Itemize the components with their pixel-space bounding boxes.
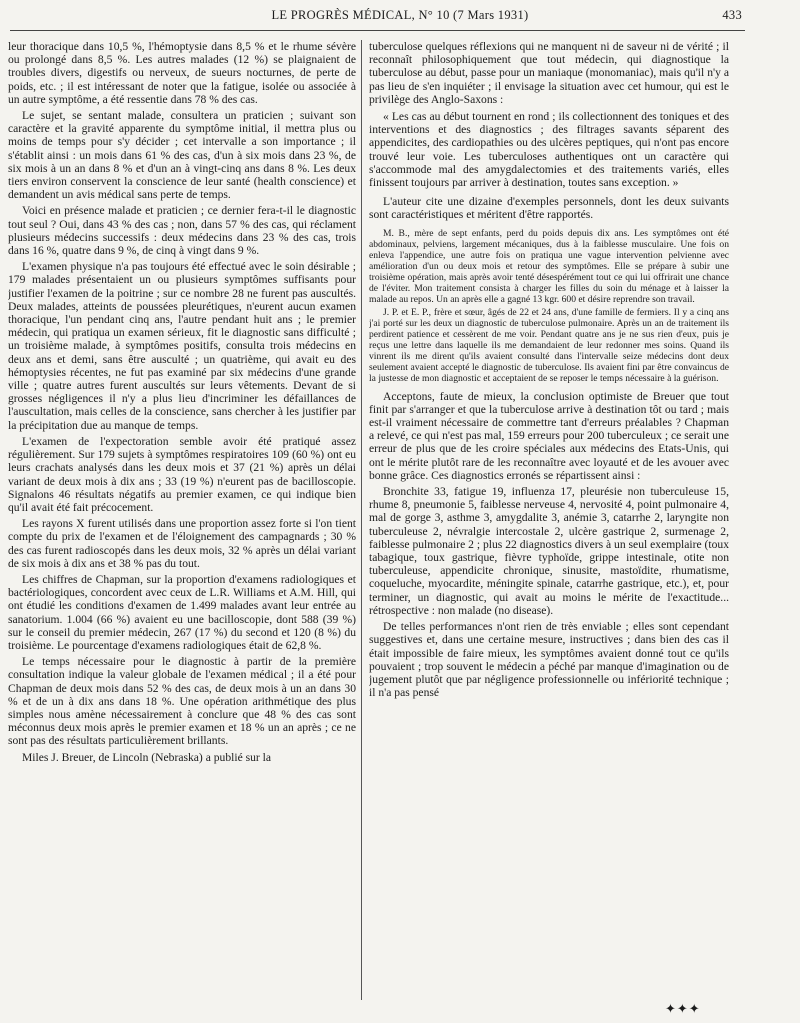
paragraph: Acceptons, faute de mieux, la conclusion optimiste de Breuer que tout finit par s'arranger et que la tuberculose arrive à destination tôt ou tard ; mais est-il vraiment nécessaire de commettre tant d'erreurs préalables ? Chapman a relevé, ce qui n'est pas mal, 159 erreurs pour 200 tuberculeux ; ce serait une erreur de plus que de les croire spéciales aux médecins des Etats-Unis, qui ont le mérite plutôt rare de les reconnaître avec loyauté et de les avouer avec bonne grâce. Ces diagnostics erronés se répartissent ainsi : bbox=[369, 389, 729, 482]
right-column bbox=[369, 40, 729, 995]
paragraph: L'examen de l'expectoration semble avoir été pratiqué assez régulièrement. Sur 179 sujets à symptômes respiratoires 109 (60 %) ont eu leurs crachats analysés dans les deux mois et 37 (21 %) après un délai variant de deux mois à dix ans ; 33 (19 %) n'eurent pas de bacilloscopie. Signalons 46 résultats négatifs au premier examen, ce qui indique bien qu'il avait été fait précocement. bbox=[8, 434, 356, 514]
header-rule bbox=[10, 30, 745, 31]
paragraph: L'auteur cite une dizaine d'exemples personnels, dont les deux suivants sont caractéristiques et méritent d'être rapportés. bbox=[369, 195, 729, 222]
left-column bbox=[8, 40, 356, 995]
paragraph: tuberculose quelques réflexions qui ne manquent ni de saveur ni de vérité ; il reconnaît philosophiquement que tout médecin, qui diagnostique la tuberculose au début, passe pour un maniaque (monomaniac), mais qu'il n'y a pas lieu de s'en inquiéter ; il envisage la situation avec cet humour, qui est le privilège des Anglo-Saxons : bbox=[369, 40, 729, 106]
paragraph: L'examen physique n'a pas toujours été effectué avec le soin désirable ; 179 malades présentaient un ou plusieurs symptômes suffisants pour justifier l'examen de la poitrine ; sur ce nombre 28 ne furent pas auscultés. Deux malades, atteints de poussées pleurétiques, n'eurent aucun examen thoracique, l'un pendant cinq ans, l'autre pendant huit ans ; le premier médecin, qui pratiqua un examen sérieux, fit le diagnostic sans difficulté ; un troisième malade, à symptômes positifs, consulta trois médecins en deux ans et demi, sans être ausculté ; un quatrième, qui avait eu des hémoptysies récentes, ne fut pas examiné par six médecins d'une grande ville ; quatre autres furent auscultés sur leurs vêtements. Devant de si grosses négligences il n'y a plus lieu d'incriminer les défaillances de l'auscultation, mais celles de la conscience, sans chercher à les justifier par la précipitation due au manque de temps. bbox=[8, 260, 356, 432]
running-header bbox=[0, 8, 800, 26]
paragraph: Miles J. Breuer, de Lincoln (Nebraska) a publié sur la bbox=[22, 750, 272, 764]
page-number: 433 bbox=[722, 8, 742, 22]
journal-title: LE PROGRÈS MÉDICAL, N° 10 (7 Mars 1931) bbox=[271, 8, 529, 22]
diagnosis-list: Bronchite 33, fatigue 19, influenza 17, pleurésie non tuberculeuse 15, rhume 8, pneumonie 5, faiblesse nerveuse 4, nervosité 4, point pulmonaire 4, mal de gorge 3, asthme 3, amygdalite 3, anémie 3, catarrhe 2, laryngite non tuberculeuse 2, névralgie intercostale 2, ulcère gastrique 2, surmenage 2, faiblesse pulmonaire 2 ; plus 22 diagnostics divers à un seul exemplaire (toux tabagique, toux gastrique, fièvre typhoïde, grippe intestinale, otite non tuberculeuse, appendicite chronique, sinusite, mastoïdite, rhumatisme, coqueluche, myocardite, méningite spinale, catarrhe gastrique, etc.), et, pour terminer, un diagnostic, qui avait au moins le mérite de l'exactitude... rétrospective : non malade (no disease). bbox=[369, 485, 729, 617]
case-report: J. P. et E. P., frère et sœur, âgés de 22 et 24 ans, d'une famille de fermiers. Il y a cinq ans j'ai porté sur les deux un diagnostic de tuberculose pulmonaire. Après un an de traitement ils perdirent patience et cessèrent de me voir. Pendant quatre ans je ne sus rien d'eux, puis je reçus une lettre dans laquelle ils me demandaient de leur redonner mes soins. Quand ils vinrent ils me dirent qu'ils avaient consulté dans l'intervalle seize médecins dont deux seulement avaient accepté le diagnostic de tuberculose. Ils avaient fini par être convaincus de la justesse de mon diagnostic et acceptaient de se reposer le temps nécessaire à la guérison. bbox=[369, 306, 729, 384]
paragraph: leur thoracique dans 10,5 %, l'hémoptysie dans 8,5 % et le rhume sévère ou prolongé dans 8,5 %. Les autres malades (12 %) se plaignaient de troubles divers, digestifs ou nerveux, de sueurs nocturnes, de perte de poids, etc. ; il est intéressant de noter que la fatigue, isolée ou associée à un autre symptôme, a été ressentie dans 78 % des cas. bbox=[8, 40, 356, 106]
paragraph: Le sujet, se sentant malade, consultera un praticien ; suivant son caractère et la gravité apparente du symptôme initial, il mettra plus ou moins de temps pour s'y décider ; cet intervalle a son importance ; il s'établit ainsi : un mois dans 61 % des cas, d'un à six mois dans 23 %, de six mois à un an dans 8 % et d'un an à vingt-cinq ans dans 8 %. Les deux tiers environ conservent la conscience de leur santé (health conscience) et demandent un avis médical sans perte de temps. bbox=[8, 109, 356, 202]
column-divider bbox=[361, 40, 362, 1000]
paragraph: Voici en présence malade et praticien ; ce dernier fera-t-il le diagnostic tout seul ? Oui, dans 43 % des cas ; non, dans 57 % des cas, qui réclament plusieurs médecins successifs : deux médecins dans 23 % des cas, trois dans 16 %, quatre dans 9 %, de cinq à vingt dans 9 %. bbox=[8, 204, 356, 258]
paragraph: De telles performances n'ont rien de très enviable ; elles sont cependant suggestives et, dans une certaine mesure, instructives ; dans bien des cas il était impossible de faire mieux, les symptômes avaient donné tout ce qu'ils pouvaient ; trop souvent le médecin a péché par manque d'imagination ou de jugement plutôt que par négligence professionnelle ou infériorité technique ; il n'a pas pensé bbox=[369, 620, 729, 700]
case-report: M. B., mère de sept enfants, perd du poids depuis dix ans. Les symptômes ont été abdominaux, pelviens, largement mécaniques, dus à la faiblesse musculaire. Une fois on enleva l'appendice, une autre fois on pratiqua une vague intervention pelvienne avec amélioration d'un ou deux mois et retour des symptômes. Elle se prépare à subir une troisième opération, mais après avoir tenté désespérément tout ce qui lui offrirait une chance de l'éviter. Mon traitement consista à charger les filles du soin du ménage et à laisser la malade au repos. Un an après elle a gagné 13 kgr. 600 et désire reprendre son travail. bbox=[369, 227, 729, 305]
paragraph: Le temps nécessaire pour le diagnostic à partir de la première consultation indique la valeur globale de l'examen médical ; il a été pour Chapman de deux mois dans 52 % des cas, de deux mois à un an dans 30 % et de un à dix ans dans 18 %. Une opération arithmétique des plus simples nous amène nécessairement à conclure que 48 % des cas sont méconnus deux mois après le premier examen et 18 % un an après ; ce ne sont pas des résultats particulièrement brillants. bbox=[8, 655, 356, 748]
block-quote: « Les cas au début tournent en rond ; ils collectionnent des toniques et des interventions et des diagnostics ; des filtrages savants séparent des appendicites, des cardiopathies ou des ulcères peptiques, qui n'ont pas encore trouvé leur voie. Les tuberculoses authentiques ont un caractère qui s'accommode mal des amygdalectomies et des traitements variés, elles finissent toujours par arriver à destination, toutes sans exception. » bbox=[369, 110, 729, 190]
end-ornament: ✦✦✦ bbox=[665, 1001, 701, 1016]
paragraph: Les chiffres de Chapman, sur la proportion d'examens radiologiques et bactériologiques, concordent avec ceux de L.R. Williams et A.M. Hill, qui ont étudié les conditions d'examen de 1.499 malades avant leur entrée au sanatorium. 1.004 (66 %) avaient eu une bacilloscopie, dont 588 (39 %) sur le conseil du premier médecin, 267 (17 %) du second et 120 (8 %) du troisième. Le pourcentage d'examens radiologiques était de 62,8 %. bbox=[8, 572, 356, 652]
paragraph: Les rayons X furent utilisés dans une proportion assez forte si l'on tient compte du prix de l'examen et de l'éloignement des campagnards ; 30 % des cas furent radioscopés dans les deux mois, 32 % après un délai variant de six mois à dix ans et 38 % pas du tout. bbox=[8, 517, 356, 570]
